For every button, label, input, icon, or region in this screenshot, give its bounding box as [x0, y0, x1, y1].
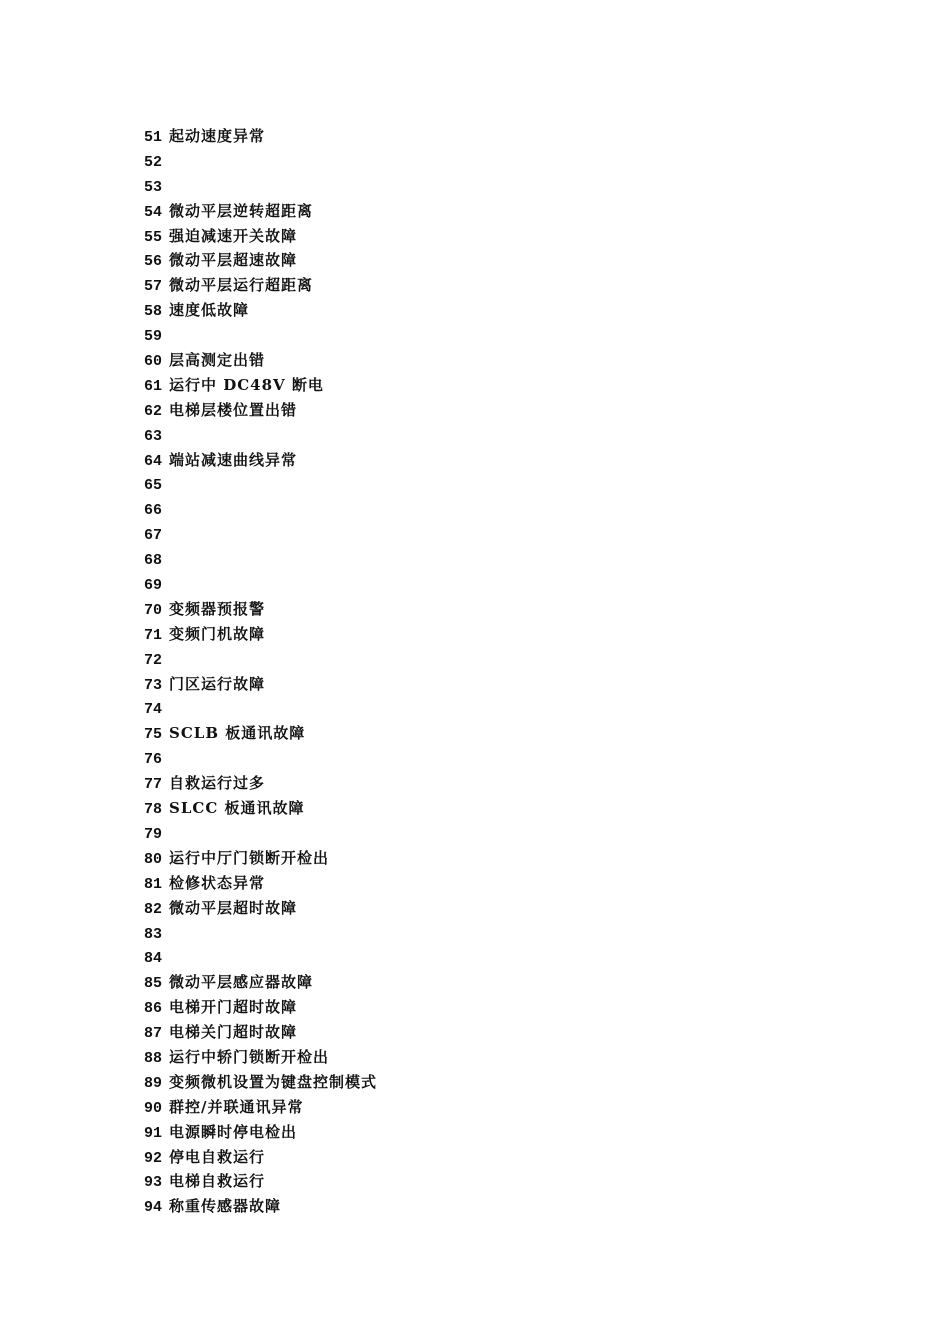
- fault-code-row: [144, 1095, 377, 1120]
- fault-code-row: [144, 124, 377, 149]
- fault-code-row: [144, 248, 377, 273]
- fault-code-description: SCLB 板通讯故障: [169, 724, 306, 743]
- fault-code-row: [144, 149, 377, 174]
- fault-code-list: [144, 124, 377, 1219]
- fault-code-row: [144, 273, 377, 298]
- fault-code-row: [144, 896, 377, 921]
- fault-code-row: [144, 771, 377, 796]
- fault-code-number: 88: [144, 1049, 163, 1067]
- fault-code-row: [144, 323, 377, 348]
- fault-code-number: 75: [144, 726, 163, 744]
- fault-code-number: 73: [144, 676, 163, 694]
- fault-code-number: 68: [144, 552, 163, 570]
- fault-code-row: [144, 647, 377, 672]
- fault-code-number: 91: [144, 1124, 163, 1142]
- fault-code-number: 76: [144, 751, 163, 769]
- fault-code-row: [144, 721, 377, 746]
- fault-code-description: 停电自救运行: [169, 1147, 266, 1166]
- fault-code-number: 58: [144, 303, 163, 321]
- fault-code-row: [144, 298, 377, 323]
- fault-code-number: 60: [144, 353, 163, 371]
- fault-code-row: [144, 970, 377, 995]
- fault-code-description: 检修状态异常: [169, 873, 266, 892]
- fault-code-row: [144, 672, 377, 697]
- fault-code-number: 85: [144, 975, 163, 993]
- fault-code-description: 群控/并联通讯异常: [169, 1097, 304, 1116]
- fault-code-row: [144, 224, 377, 249]
- fault-code-row: [144, 846, 377, 871]
- fault-code-row: [144, 995, 377, 1020]
- fault-code-number: 70: [144, 601, 163, 619]
- fault-code-number: 84: [144, 950, 163, 968]
- fault-code-number: 55: [144, 228, 163, 246]
- fault-code-row: [144, 1045, 377, 1070]
- fault-code-row: [144, 448, 377, 473]
- fault-code-number: 63: [144, 427, 163, 445]
- fault-code-row: [144, 398, 377, 423]
- fault-code-description: 自救运行过多: [169, 774, 266, 793]
- fault-code-row: [144, 1145, 377, 1170]
- fault-code-number: 74: [144, 701, 163, 719]
- fault-code-number: 51: [144, 129, 163, 146]
- fault-code-description: 微动平层超速故障: [169, 251, 298, 270]
- fault-code-number: 92: [144, 1149, 163, 1167]
- fault-code-description: 强迫减速开关故障: [169, 226, 298, 245]
- fault-code-description: 微动平层逆转超距离: [169, 201, 314, 220]
- fault-code-description: 起动速度异常: [169, 127, 266, 145]
- fault-code-description: 电梯开门超时故障: [169, 998, 298, 1017]
- fault-code-row: [144, 174, 377, 199]
- fault-code-row: [144, 945, 377, 970]
- fault-code-number: 64: [144, 452, 163, 470]
- fault-code-row: [144, 572, 377, 597]
- fault-code-row: [144, 472, 377, 497]
- fault-code-number: 87: [144, 1025, 163, 1043]
- fault-code-number: 90: [144, 1099, 163, 1117]
- fault-code-row: [144, 597, 377, 622]
- fault-code-number: 52: [144, 153, 163, 171]
- fault-code-number: 61: [144, 377, 163, 395]
- fault-code-number: 86: [144, 1000, 163, 1018]
- fault-code-row: [144, 622, 377, 647]
- fault-code-description: 门区运行故障: [169, 674, 266, 693]
- fault-code-number: 71: [144, 626, 163, 644]
- fault-code-number: 65: [144, 477, 163, 495]
- fault-code-row: [144, 497, 377, 522]
- fault-code-row: [144, 373, 377, 398]
- fault-code-number: 79: [144, 825, 163, 843]
- fault-code-number: 62: [144, 402, 163, 420]
- fault-code-number: 53: [144, 178, 163, 196]
- fault-code-description: 微动平层超时故障: [169, 898, 298, 917]
- fault-code-number: 72: [144, 651, 163, 669]
- fault-code-row: [144, 199, 377, 224]
- fault-code-row: [144, 1169, 377, 1194]
- fault-code-number: 57: [144, 278, 163, 296]
- fault-code-number: 78: [144, 801, 163, 819]
- fault-code-row: [144, 696, 377, 721]
- fault-code-row: [144, 871, 377, 896]
- fault-code-number: 93: [144, 1174, 163, 1192]
- fault-code-row: [144, 1070, 377, 1095]
- fault-code-description: 变频器预报警: [169, 599, 266, 618]
- fault-code-description: SLCC 板通讯故障: [169, 799, 305, 818]
- fault-code-description: 电梯自救运行: [169, 1172, 266, 1191]
- fault-code-description: 微动平层感应器故障: [169, 973, 314, 992]
- fault-code-number: 54: [144, 203, 163, 221]
- fault-code-description: 电梯层楼位置出错: [169, 400, 298, 419]
- fault-code-number: 83: [144, 925, 163, 943]
- fault-code-number: 94: [144, 1199, 163, 1217]
- fault-code-description: 速度低故障: [169, 301, 250, 320]
- fault-code-row: [144, 921, 377, 946]
- fault-code-row: [144, 522, 377, 547]
- fault-code-description: 运行中 DC48V 断电: [169, 375, 324, 394]
- fault-code-row: [144, 1194, 377, 1219]
- fault-code-row: [144, 746, 377, 771]
- fault-code-number: 82: [144, 900, 163, 918]
- fault-code-description: 电源瞬时停电检出: [169, 1122, 298, 1141]
- fault-code-row: [144, 821, 377, 846]
- fault-code-description: 电梯关门超时故障: [169, 1023, 298, 1042]
- fault-code-description: 称重传感器故障: [169, 1197, 282, 1216]
- fault-code-number: 89: [144, 1074, 163, 1092]
- fault-code-number: 81: [144, 875, 163, 893]
- fault-code-row: [144, 547, 377, 572]
- fault-code-number: 67: [144, 527, 163, 545]
- fault-code-description: 微动平层运行超距离: [169, 276, 314, 295]
- fault-code-description: 运行中厅门锁断开检出: [169, 848, 330, 867]
- fault-code-number: 80: [144, 850, 163, 868]
- fault-code-description: 变频微机设置为键盘控制模式: [169, 1072, 378, 1091]
- fault-code-row: [144, 796, 377, 821]
- fault-code-number: 77: [144, 776, 163, 794]
- fault-code-description: 运行中轿门锁断开检出: [169, 1047, 330, 1066]
- fault-code-row: [144, 1120, 377, 1145]
- fault-code-row: [144, 423, 377, 448]
- fault-code-number: 69: [144, 577, 163, 595]
- fault-code-number: 66: [144, 502, 163, 520]
- fault-code-description: 变频门机故障: [169, 624, 266, 643]
- fault-code-row: [144, 1020, 377, 1045]
- fault-code-number: 56: [144, 253, 163, 271]
- fault-code-description: 层高测定出错: [169, 351, 266, 370]
- fault-code-description: 端站减速曲线异常: [169, 450, 298, 469]
- fault-code-row: [144, 348, 377, 373]
- fault-code-number: 59: [144, 328, 163, 346]
